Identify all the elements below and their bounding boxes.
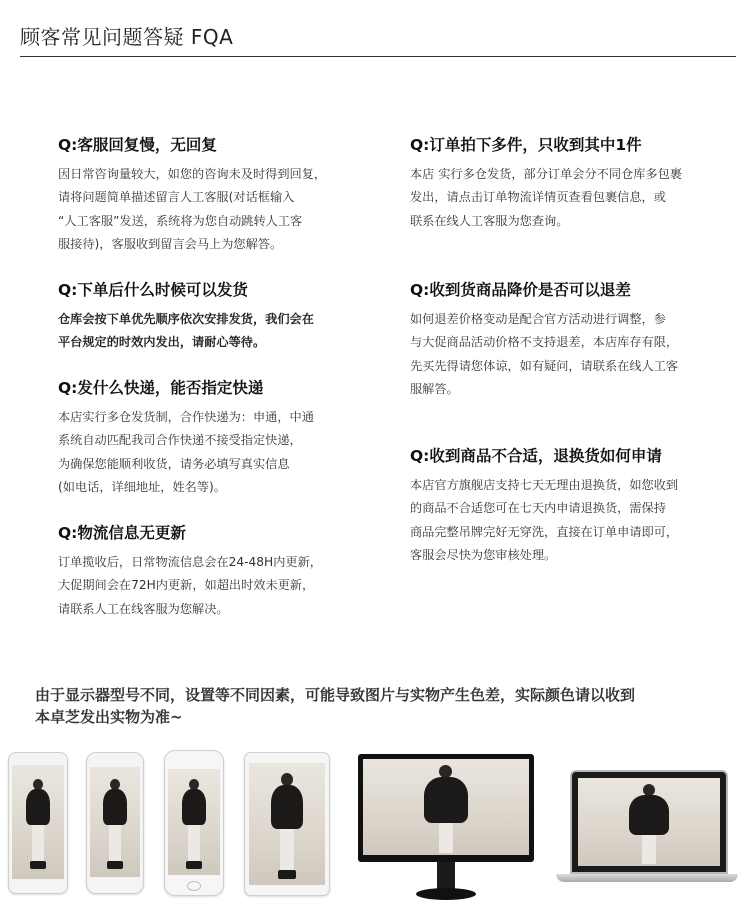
answer-line: 客服会尽快为您审核处理。 <box>410 547 557 562</box>
faq-item <box>58 279 358 355</box>
laptop <box>556 770 738 888</box>
answer-line: 请将问题简单描述留言人工客服(对话框输入 <box>58 190 295 205</box>
answer-line: 发出，请点击订单物流详情页查看包裹信息，或 <box>410 190 666 205</box>
faq-item <box>410 279 710 401</box>
answer-line: 因日常咨询量较大，如您的咨询未及时得到回复， <box>58 167 327 181</box>
faq-answer <box>410 163 710 233</box>
home-button-icon <box>187 881 201 891</box>
product-photo <box>363 759 529 855</box>
monitor <box>358 754 534 904</box>
faq-item <box>58 522 358 621</box>
answer-line: 与大促商品活动价格不支持退差，本店库存有限， <box>410 335 679 350</box>
faq-item <box>58 134 358 256</box>
product-photo <box>249 763 325 885</box>
answer-line: “人工客服”发送，系统将为您自动跳转人工客 <box>58 213 303 228</box>
faq-question: Q:发什么快递，能否指定快递 <box>58 379 264 397</box>
disclaimer-line: 由于显示器型号不同，设置等不同因素，可能导致图片与实物产生色差，实际颜色请以收到 <box>35 686 636 704</box>
phone-2 <box>86 752 144 894</box>
product-photo <box>168 769 220 875</box>
answer-line: 本店实行多仓发货制，合作快递为：申通，中通 <box>58 410 314 424</box>
faq-question: Q:下单后什么时候可以发货 <box>58 281 248 299</box>
product-photo <box>12 765 64 879</box>
faq-answer <box>58 163 358 256</box>
monitor-base <box>416 888 476 900</box>
answer-line: 大促期间会在72H内更新，如超出时效未更新， <box>58 578 315 593</box>
laptop-base <box>556 874 738 882</box>
monitor-bezel <box>358 754 534 862</box>
phone-1 <box>8 752 68 894</box>
answer-line: 平台规定的时效内发出，请耐心等待。 <box>58 335 266 350</box>
faq-item <box>410 445 710 567</box>
answer-line: 服接待)，客服收到留言会马上为您解答。 <box>58 236 283 251</box>
faq-answer <box>58 551 358 621</box>
answer-line: 订单揽收后，日常物流信息会在24-48H内更新， <box>58 555 322 569</box>
disclaimer-line: 本卓芝发出实物为准~ <box>35 708 183 726</box>
product-photo <box>90 767 140 877</box>
faq-answer <box>410 474 710 567</box>
color-disclaimer <box>35 684 725 728</box>
faq-question: Q:物流信息无更新 <box>58 524 186 542</box>
faq-question: Q:订单拍下多件，只收到其中1件 <box>410 136 642 154</box>
answer-line: 本店 实行多仓发货，部分订单会分不同仓库多包裹 <box>410 167 682 181</box>
answer-line: 先买先得请您体谅，如有疑问，请联系在线人工客 <box>410 358 679 373</box>
page-header <box>20 22 736 52</box>
faq-question: Q:客服回复慢，无回复 <box>58 136 217 154</box>
answer-line: 服解答。 <box>410 381 459 396</box>
answer-line: 的商品不合适您可在七天内申请退换货，需保持 <box>410 501 666 516</box>
answer-line: 本店官方旗舰店支持七天无理由退换货，如您收到 <box>410 478 679 492</box>
faq-question: Q:收到货商品降价是否可以退差 <box>410 281 631 299</box>
device-illustration <box>0 740 750 908</box>
answer-line: 商品完整吊牌完好无穿洗，直接在订单申请即可， <box>410 524 679 539</box>
answer-line: 联系在线人工客服为您查询。 <box>410 213 569 228</box>
phone-3 <box>164 750 224 896</box>
faq-question: Q:收到商品不合适，退换货如何申请 <box>410 447 662 465</box>
answer-line: 请联系人工在线客服为您解决。 <box>58 601 229 616</box>
answer-line: 为确保您能顺利收货，请务必填写真实信息 <box>58 456 290 471</box>
answer-line: 仓库会按下单优先顺序依次安排发货，我们会在 <box>58 312 314 326</box>
answer-line: 系统自动匹配我司合作快递不接受指定快递， <box>58 433 302 448</box>
laptop-screen <box>570 770 728 874</box>
tablet <box>244 752 330 896</box>
header-divider <box>20 56 736 57</box>
product-photo <box>578 778 720 866</box>
faq-answer <box>58 406 358 499</box>
answer-line: (如电话，详细地址，姓名等)。 <box>58 479 226 494</box>
faq-answer <box>410 308 710 401</box>
faq-answer <box>58 308 358 355</box>
faq-item <box>58 377 358 499</box>
page-title: 顾客常见问题答疑 FQA <box>20 25 234 49</box>
answer-line: 如何退差价格变动是配合官方活动进行调整，参 <box>410 312 666 326</box>
faq-item <box>410 134 710 233</box>
